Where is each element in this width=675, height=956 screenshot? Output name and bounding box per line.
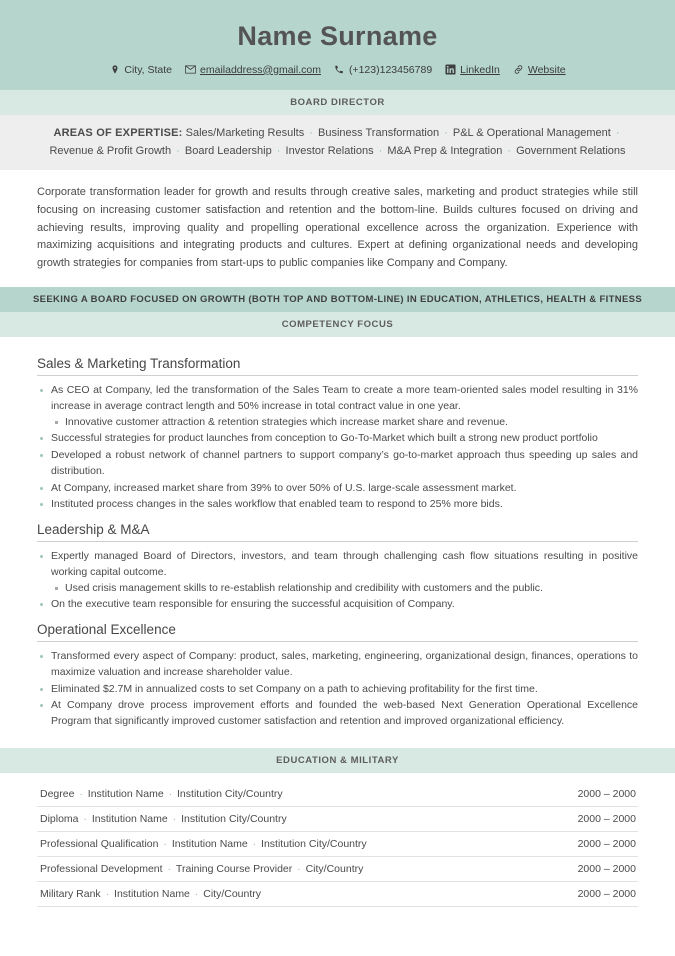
contact-item-envelope[interactable]	[185, 64, 321, 76]
education-part: Institution Name	[114, 887, 190, 900]
separator-dot-icon: ·	[76, 787, 86, 800]
education-row-dates: 2000 – 2000	[577, 887, 636, 900]
separator-dot-icon: ·	[294, 862, 304, 875]
education-row	[37, 807, 638, 832]
sub-bullet-list	[51, 581, 638, 597]
bullet-item	[37, 649, 638, 681]
education-part: Institution Name	[91, 812, 168, 825]
contact-item-linkedin[interactable]	[445, 64, 500, 76]
location-pin-icon	[109, 64, 120, 75]
bullet-text: On the executive team responsible for ensuring the successful acquisition of Company.	[51, 598, 455, 611]
bullet-text: Transformed every aspect of Company: product, sales, marketing, engineering, organizational design, finances, operations to maximize valuation and increase shareholder value.	[51, 650, 638, 678]
contact-bar	[0, 64, 675, 76]
bullet-text: Instituted process changes in the sales workflow that enabled team to respond to 25% more bids.	[51, 498, 503, 511]
section-bullet-list	[37, 649, 638, 730]
bullet-item	[37, 448, 638, 480]
expertise-item: Board Leadership	[181, 144, 275, 157]
resume-header	[0, 0, 675, 90]
separator-dot-icon: ·	[444, 126, 448, 139]
bullet-item	[37, 481, 638, 497]
education-row-details	[40, 863, 363, 875]
education-part: Professional Qualification	[40, 837, 159, 850]
objective-band: SEEKING A BOARD FOCUSED ON GROWTH (BOTH TOP AND BOTTOM-LINE) IN EDUCATION, ATHLETICS, HEALTH & FITNESS	[0, 287, 675, 312]
professional-summary: Corporate transformation leader for growth and results through creative sales, marketing and product strategies while still focusing on increasing customer satisfaction and retention and the bottom-line. Builds cultures focused on driving and achieving results, improving quality and propelling operational excellence across the organization. Experience with maximizing acquisitions and integrating products and cultures. Expert at defining organizational needs and developing growth strategies for companies from start-ups to public companies like Company and Company.	[0, 170, 675, 287]
bullet-item	[37, 431, 638, 447]
education-list	[0, 773, 675, 907]
section-heading: Leadership & M&A	[37, 522, 638, 542]
expertise-item: M&A Prep & Integration	[384, 144, 506, 157]
sub-bullet-item: Innovative customer attraction & retention strategies which increase market share and revenue.	[51, 415, 638, 431]
job-title-band: BOARD DIRECTOR	[0, 90, 675, 115]
education-row	[37, 857, 638, 882]
areas-of-expertise	[0, 115, 675, 170]
bullet-text: At Company, increased market share from 39% to over 50% of U.S. large-scale assessment market.	[51, 481, 517, 494]
education-part: Training Course Provider	[175, 862, 293, 875]
education-part: Institution City/Country	[177, 787, 283, 800]
separator-dot-icon: ·	[309, 126, 313, 139]
education-part: City/Country	[305, 862, 364, 875]
linkedin-icon	[445, 64, 456, 75]
contact-text: City, State	[124, 63, 173, 76]
link-chain-icon	[513, 64, 524, 75]
section-bullet-list	[37, 383, 638, 513]
phone-icon	[334, 64, 345, 75]
education-row	[37, 882, 638, 907]
section-heading: Operational Excellence	[37, 622, 638, 642]
contact-item-phone	[334, 64, 432, 76]
bullet-text: Expertly managed Board of Directors, investors, and team through challenging cash flow situations resulting in positive working capital outcome.	[51, 550, 638, 578]
bullet-item	[37, 698, 638, 730]
education-part: Diploma	[40, 812, 79, 825]
separator-dot-icon: ·	[249, 837, 260, 850]
bullet-item	[37, 597, 638, 613]
education-part: Degree	[40, 787, 75, 800]
contact-item-link-chain[interactable]	[513, 64, 566, 76]
separator-dot-icon: ·	[507, 144, 512, 157]
bullet-item	[37, 497, 638, 513]
envelope-icon	[185, 64, 196, 75]
education-part: Institution Name	[87, 787, 164, 800]
competency-focus-band: COMPETENCY FOCUS	[0, 312, 675, 337]
separator-dot-icon: ·	[615, 126, 620, 139]
education-part: Institution City/Country	[261, 837, 367, 850]
education-part: Professional Development	[40, 862, 163, 875]
sub-bullet-item: Used crisis management skills to re-establish relationship and credibility with customers and the public.	[51, 581, 638, 597]
bullet-text: Successful strategies for product launches from conception to Go-To-Market which built a strong new product portfolio	[51, 432, 598, 445]
expertise-item: Government Relations	[513, 144, 626, 157]
contact-text[interactable]: Website	[527, 63, 566, 76]
contact-item-location-pin	[109, 64, 172, 76]
education-part: City/Country	[203, 887, 262, 900]
education-row-details	[40, 888, 261, 900]
education-row-dates: 2000 – 2000	[577, 862, 636, 875]
education-row-dates: 2000 – 2000	[577, 787, 636, 800]
education-band: EDUCATION & MILITARY	[0, 748, 675, 773]
contact-text: (+123)123456789	[348, 63, 433, 76]
bullet-text: As CEO at Company, led the transformation of the Sales Team to create a more team-oriented sales model resulting in 31% increase in average contract length and 50% increase in total contract value in one year.	[51, 384, 638, 412]
education-row-details	[40, 838, 367, 850]
section-heading: Sales & Marketing Transformation	[37, 356, 638, 376]
bullet-item	[37, 682, 638, 698]
education-part: Military Rank	[40, 887, 101, 900]
separator-dot-icon: ·	[169, 812, 180, 825]
page-title: Name Surname	[237, 21, 438, 51]
bullet-text: At Company drove process improvement efforts and founded the web-based Next Generation Operational Excellence Program that significantly improved customer satisfaction and retention and improved organizational efficiency.	[51, 699, 638, 728]
education-row-dates: 2000 – 2000	[577, 812, 636, 825]
separator-dot-icon: ·	[276, 144, 281, 157]
education-row-details	[40, 813, 287, 825]
competency-sections	[0, 337, 675, 730]
expertise-item: Sales/Marketing Results	[185, 126, 308, 139]
separator-dot-icon: ·	[165, 787, 176, 800]
education-row	[37, 782, 638, 807]
education-part: Institution Name	[171, 837, 248, 850]
separator-dot-icon: ·	[378, 144, 383, 157]
separator-dot-icon: ·	[160, 837, 170, 850]
expertise-item: Investor Relations	[282, 144, 377, 157]
education-part: Institution City/Country	[181, 812, 287, 825]
bullet-text: Eliminated $2.7M in annualized costs to set Company on a path to achieving profitability for the first time.	[51, 682, 538, 695]
areas-of-expertise-label: AREAS OF EXPERTISE:	[53, 126, 183, 139]
expertise-item: Business Transformation	[314, 126, 443, 139]
contact-text[interactable]: emailaddress@gmail.com	[200, 63, 321, 76]
education-row-dates: 2000 – 2000	[577, 837, 636, 850]
sub-bullet-list	[51, 415, 638, 431]
section-bullet-list	[37, 549, 638, 613]
separator-dot-icon: ·	[164, 862, 174, 875]
expertise-item: P&L & Operational Management	[449, 126, 614, 139]
bullet-item	[37, 383, 638, 430]
education-row-details	[40, 788, 283, 800]
bullet-item	[37, 549, 638, 596]
separator-dot-icon: ·	[102, 887, 113, 900]
separator-dot-icon: ·	[191, 887, 202, 900]
education-row	[37, 832, 638, 857]
expertise-item: Revenue & Profit Growth	[49, 144, 175, 157]
bullet-text: Developed a robust network of channel partners to support company’s go-to-market approach thus speeding up sales and distribution.	[51, 449, 638, 477]
separator-dot-icon: ·	[176, 144, 180, 157]
separator-dot-icon: ·	[80, 812, 90, 825]
contact-text[interactable]: LinkedIn	[460, 63, 500, 76]
